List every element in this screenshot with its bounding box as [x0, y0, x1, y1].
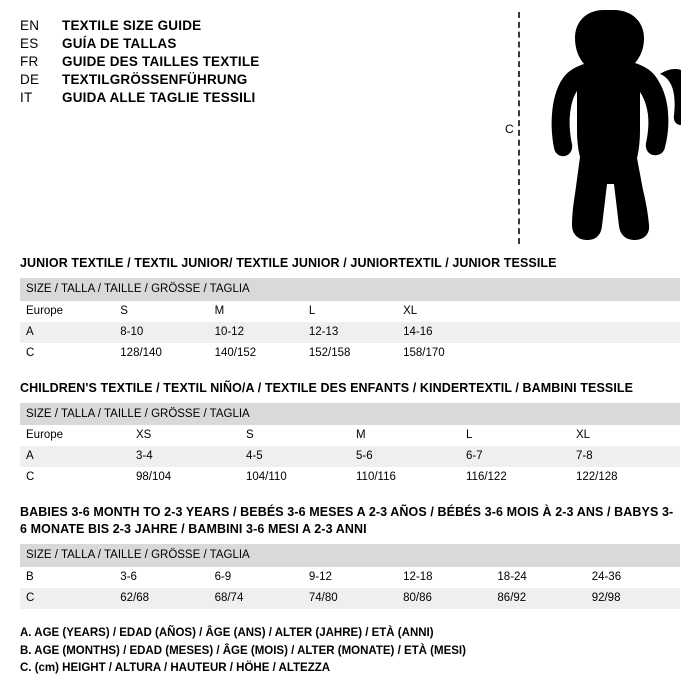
children-europe-xs: XS: [130, 425, 240, 446]
junior-europe-m: M: [209, 301, 303, 322]
section-babies: [20, 504, 680, 609]
children-row-europe-label: Europe: [20, 425, 130, 446]
children-band-label: SIZE / TALLA / TAILLE / GRÖSSE / TAGLIA: [20, 403, 680, 426]
babies-row-b-label: B: [20, 567, 114, 588]
junior-europe-l: L: [303, 301, 397, 322]
babies-band-label: SIZE / TALLA / TAILLE / GRÖSSE / TAGLIA: [20, 544, 680, 567]
babies-c-24-36: 92/98: [586, 588, 680, 609]
title-row-de: [20, 72, 440, 87]
junior-c-xl: 158/170: [397, 343, 491, 364]
babies-size-table: [20, 544, 680, 609]
section-junior-heading: JUNIOR TEXTILE / TEXTIL JUNIOR/ TEXTILE JUNIOR / JUNIORTEXTIL / JUNIOR TESSILE: [20, 256, 557, 270]
children-europe-s: S: [240, 425, 350, 446]
table-row: [20, 403, 680, 426]
table-row: [20, 343, 680, 364]
title-row-fr: [20, 54, 440, 69]
section-junior: [20, 255, 680, 364]
height-dashed-line: [518, 12, 520, 244]
junior-size-table: [20, 278, 680, 364]
table-row: [20, 467, 680, 488]
children-c-xl: 122/128: [570, 467, 680, 488]
junior-row-a-label: A: [20, 322, 114, 343]
children-row-a-label: A: [20, 446, 130, 467]
babies-b-12-18: 12-18: [397, 567, 491, 588]
babies-b-18-24: 18-24: [491, 567, 585, 588]
children-europe-l: L: [460, 425, 570, 446]
lang-code-it: IT: [20, 90, 33, 105]
junior-row-europe-label: Europe: [20, 301, 114, 322]
junior-a-m: 10-12: [209, 322, 303, 343]
table-row: [20, 588, 680, 609]
lang-code-es: ES: [20, 36, 39, 51]
children-a-l: 6-7: [460, 446, 570, 467]
children-c-xs: 98/104: [130, 467, 240, 488]
lang-title-es: GUÍA DE TALLAS: [62, 36, 177, 51]
height-figure: [504, 8, 684, 248]
title-block: [20, 18, 440, 105]
junior-c-m: 140/152: [209, 343, 303, 364]
table-row: [20, 544, 680, 567]
junior-europe-s: S: [114, 301, 208, 322]
table-row: [20, 278, 680, 301]
junior-c-l: 152/158: [303, 343, 397, 364]
babies-c-6-9: 68/74: [209, 588, 303, 609]
children-size-table: [20, 403, 680, 489]
table-row: [20, 301, 680, 322]
title-row-it: [20, 90, 440, 105]
children-row-c-label: C: [20, 467, 130, 488]
children-a-m: 5-6: [350, 446, 460, 467]
section-children-heading: CHILDREN'S TEXTILE / TEXTIL NIÑO/A / TEXTILE DES ENFANTS / KINDERTEXTIL / BAMBINI TESSILE: [20, 380, 634, 395]
junior-a-l: 12-13: [303, 322, 397, 343]
table-row: [20, 322, 680, 343]
junior-a-xl: 14-16: [397, 322, 491, 343]
title-row-es: [20, 36, 440, 51]
children-a-xl: 7-8: [570, 446, 680, 467]
title-row-en: [20, 18, 440, 33]
legend: [20, 625, 680, 678]
babies-b-3-6: 3-6: [114, 567, 208, 588]
junior-a-s: 8-10: [114, 322, 208, 343]
children-c-m: 110/116: [350, 467, 460, 488]
junior-c-s: 128/140: [114, 343, 208, 364]
babies-c-12-18: 80/86: [397, 588, 491, 609]
children-a-s: 4-5: [240, 446, 350, 467]
babies-c-3-6: 62/68: [114, 588, 208, 609]
legend-row-c: C. (cm) HEIGHT / ALTURA / HAUTEUR / HÖHE / ALTEZZA: [20, 662, 331, 675]
legend-row-a: A. AGE (YEARS) / EDAD (AÑOS) / ÂGE (ANS) / ALTER (JAHRE) / ETÀ (ANNI): [20, 626, 434, 639]
lang-title-it: GUIDA ALLE TAGLIE TESSILI: [62, 90, 256, 105]
table-row: [20, 446, 680, 467]
junior-europe-xl: XL: [397, 301, 491, 322]
table-row: [20, 425, 680, 446]
babies-b-24-36: 24-36: [586, 567, 680, 588]
section-babies-heading: BABIES 3-6 MONTH TO 2-3 YEARS / BEBÉS 3-6 MESES A 2-3 AÑOS / BÉBÉS 3-6 MOIS À 2-3 ANS / BABYS 3-6 MONATE BIS 2-3 JAHRE / BAMBINI 3-6 MESI A 2-3 ANNI: [20, 505, 674, 537]
children-europe-m: M: [350, 425, 460, 446]
height-marker-label: C: [505, 122, 514, 136]
section-children: [20, 380, 680, 489]
junior-row-c-label: C: [20, 343, 114, 364]
lang-code-de: DE: [20, 72, 40, 87]
lang-code-fr: FR: [20, 54, 39, 69]
child-silhouette-icon: [542, 8, 682, 244]
children-c-l: 116/122: [460, 467, 570, 488]
legend-row-b: B. AGE (MONTHS) / EDAD (MESES) / ÂGE (MOIS) / ALTER (MONATE) / ETÀ (MESI): [20, 644, 466, 657]
lang-title-fr: GUIDE DES TAILLES TEXTILE: [62, 54, 260, 69]
lang-code-en: EN: [20, 18, 40, 33]
junior-band-label: SIZE / TALLA / TAILLE / GRÖSSE / TAGLIA: [20, 278, 680, 301]
babies-b-9-12: 9-12: [303, 567, 397, 588]
babies-b-6-9: 6-9: [209, 567, 303, 588]
babies-row-c-label: C: [20, 588, 114, 609]
children-c-s: 104/110: [240, 467, 350, 488]
lang-title-de: TEXTILGRÖSSENFÜHRUNG: [62, 72, 248, 87]
table-row: [20, 567, 680, 588]
children-europe-xl: XL: [570, 425, 680, 446]
children-a-xs: 3-4: [130, 446, 240, 467]
babies-c-18-24: 86/92: [491, 588, 585, 609]
babies-c-9-12: 74/80: [303, 588, 397, 609]
lang-title-en: TEXTILE SIZE GUIDE: [62, 18, 202, 33]
